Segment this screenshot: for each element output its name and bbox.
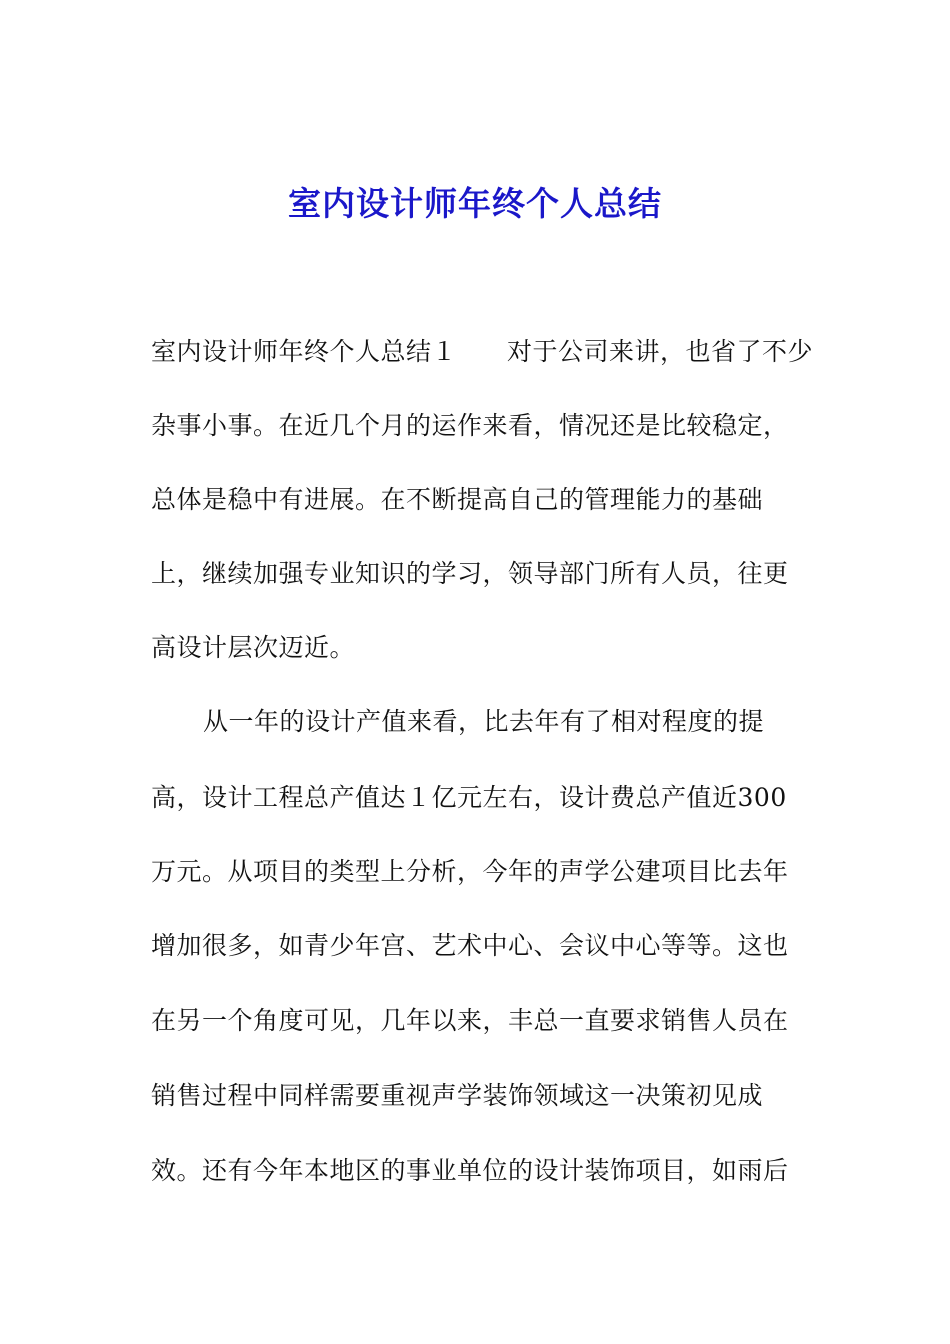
- section-heading: 室内设计师年终个人总结１: [151, 337, 458, 366]
- paragraph-line: 总体是稳中有进展。在不断提高自己的管理能力的基础: [151, 485, 764, 514]
- paragraph-line: 高设计层次迈近。: [151, 633, 356, 662]
- paragraph-line: 增加很多，如青少年宫、艺术中心、会议中心等等。这也: [151, 931, 789, 960]
- paragraph-line: [151, 334, 813, 370]
- paragraph-line: 效。还有今年本地区的事业单位的设计装饰项目，如雨后: [151, 1156, 789, 1185]
- paragraph-line: 高，设计工程总产值达１亿元左右，设计费总产值近300: [151, 783, 787, 812]
- paragraph-line: 从一年的设计产值来看，比去年有了相对程度的提: [203, 707, 765, 736]
- paragraph-line: 万元。从项目的类型上分析，今年的声学公建项目比去年: [151, 857, 789, 886]
- paragraph-line: 在另一个角度可见，几年以来，丰总一直要求销售人员在: [151, 1006, 789, 1035]
- paragraph-text: 对于公司来讲，也省了不少: [507, 337, 814, 366]
- paragraph-line: 上，继续加强专业知识的学习，领导部门所有人员，往更: [151, 559, 789, 588]
- paragraph-line: 杂事小事。在近几个月的运作来看，情况还是比较稳定，: [151, 411, 789, 440]
- paragraph-line: 销售过程中同样需要重视声学装饰领域这一决策初见成: [151, 1081, 764, 1110]
- document-title: 室内设计师年终个人总结: [288, 184, 662, 223]
